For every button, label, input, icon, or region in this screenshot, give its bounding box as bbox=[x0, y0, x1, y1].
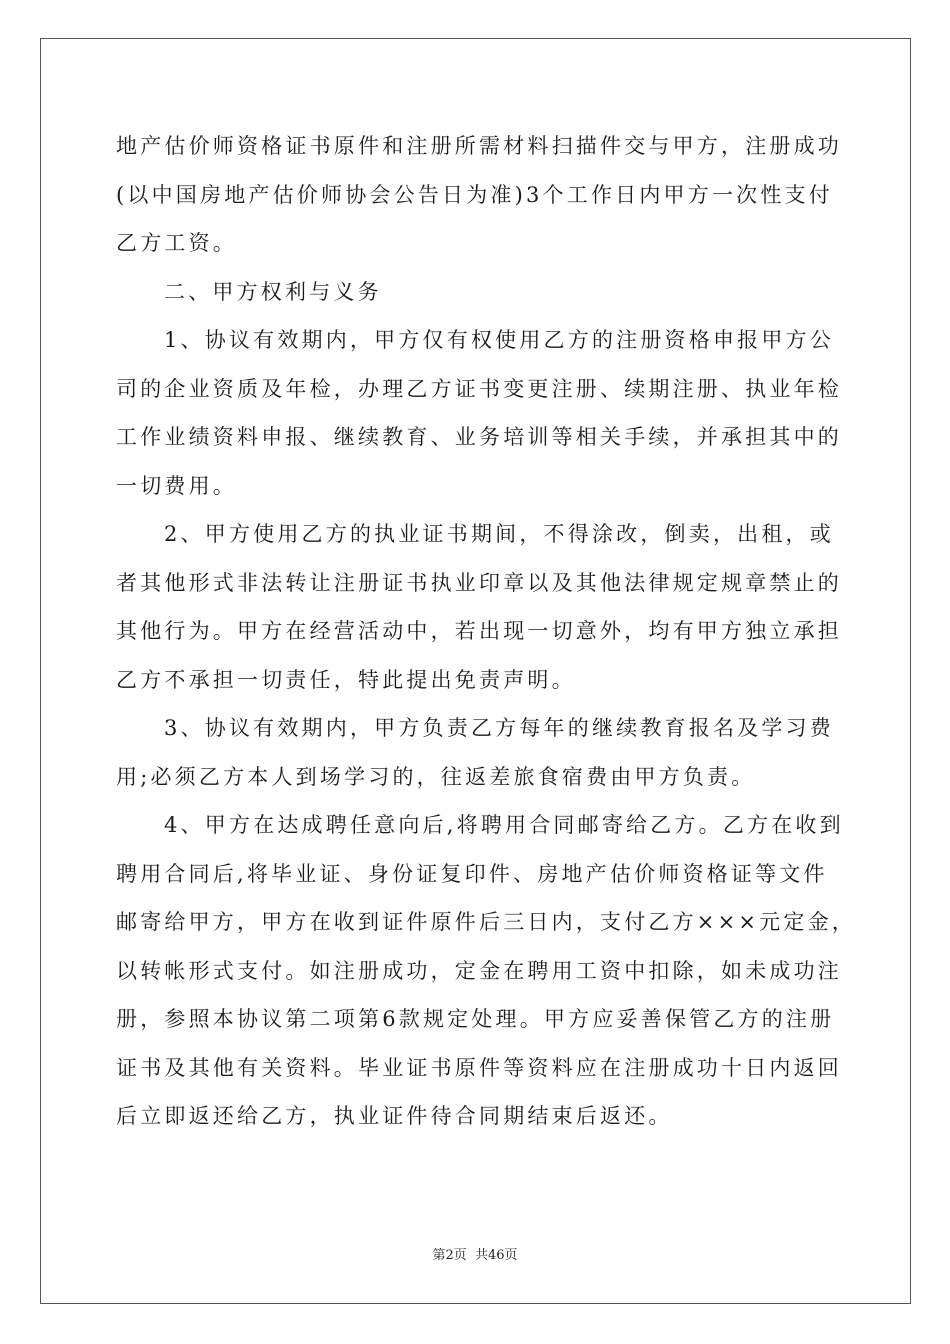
text-line: 4、甲方在达成聘任意向后,将聘用合同邮寄给乙方。乙方在收到 bbox=[164, 813, 844, 837]
text-line: 邮寄给甲方，甲方在收到证件原件后三日内，支付乙方×××元定金， bbox=[116, 910, 856, 934]
page-footer bbox=[0, 1244, 950, 1263]
text-line: 2、甲方使用乙方的执业证书期间，不得涂改，倒卖，出租，或 bbox=[164, 522, 834, 546]
document-body bbox=[116, 122, 856, 1141]
text-line: 者其他形式非法转让注册证书执业印章以及其他法律规定规章禁止的 bbox=[116, 570, 842, 595]
text-line: 3、协议有效期内，甲方负责乙方每年的继续教育报名及学习费 bbox=[164, 716, 834, 740]
text-line: (以中国房地产估价师协会公告日为准)3个工作日内甲方一次性支付 bbox=[116, 182, 833, 207]
text-line: 乙方工资。 bbox=[116, 231, 237, 255]
text-line: 用;必须乙方本人到场学习的，往返差旅食宿费由甲方负责。 bbox=[116, 764, 756, 789]
page-total: 共46页 bbox=[474, 1248, 518, 1263]
text-line: 地产估价师资格证书原件和注册所需材料扫描件交与甲方，注册成功 bbox=[116, 134, 842, 158]
text-line: 乙方不承担一切责任，特此提出免责声明。 bbox=[116, 667, 576, 692]
text-line: 其他行为。甲方在经营活动中，若出现一切意外，均有甲方独立承担 bbox=[116, 619, 842, 643]
text-line: 以转帐形式支付。如注册成功，定金在聘用工资中扣除，如未成功注 bbox=[116, 958, 842, 983]
text-line: 一切费用。 bbox=[116, 473, 237, 498]
text-line: 司的企业资质及年检，办理乙方证书变更注册、续期注册、执业年检 bbox=[116, 376, 842, 401]
section-heading: 二、甲方权利与义务 bbox=[164, 279, 382, 304]
text-line: 册，参照本协议第二项第6款规定处理。甲方应妥善保管乙方的注册 bbox=[116, 1007, 835, 1031]
text-line: 证书及其他有关资料。毕业证书原件等资料应在注册成功十日内返回 bbox=[116, 1055, 842, 1080]
text-line: 工作业绩资料申报、继续教育、业务培训等相关手续，并承担其中的 bbox=[116, 425, 842, 449]
text-line: 聘用合同后,将毕业证、身份证复印件、房地产估价师资格证等文件 bbox=[116, 861, 828, 886]
text-line: 1、协议有效期内，甲方仅有权使用乙方的注册资格申报甲方公 bbox=[164, 328, 834, 352]
page-number: 第2页 bbox=[432, 1248, 467, 1263]
text-line: 后立即返还给乙方，执业证件待合同期结束后返还。 bbox=[116, 1104, 673, 1128]
